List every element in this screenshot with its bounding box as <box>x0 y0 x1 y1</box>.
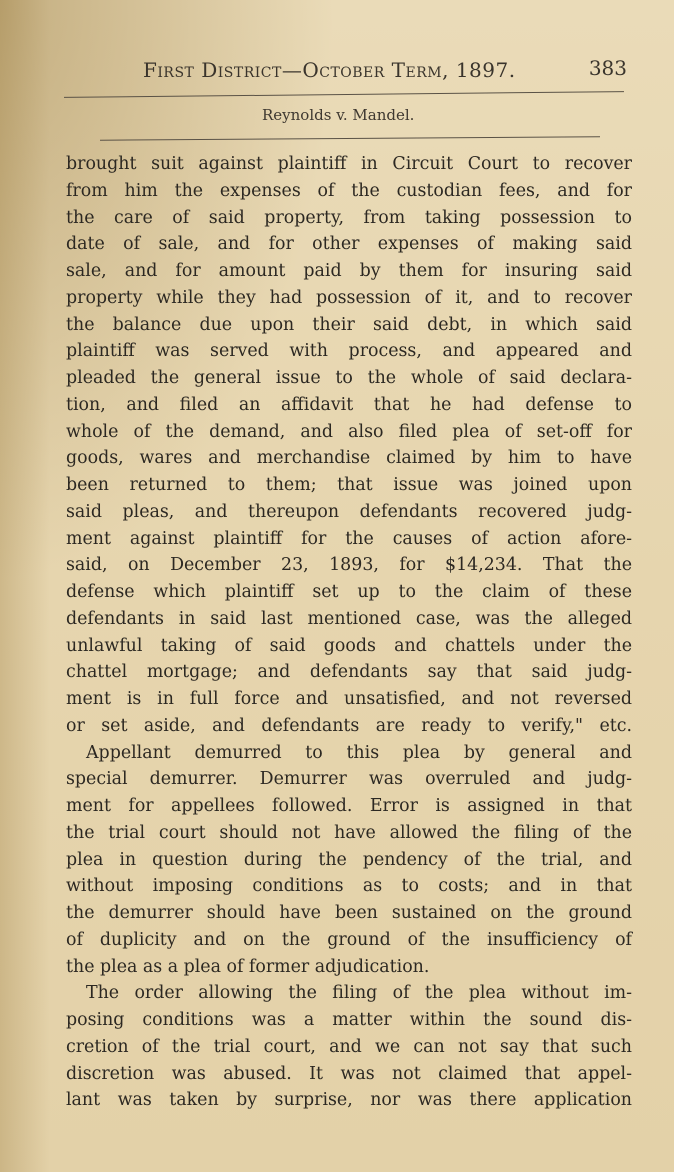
running-head <box>143 56 633 86</box>
text-line: said, on December 23, 1893, for $14,234. That the <box>66 555 632 576</box>
text-line: posing conditions was a matter within the sound dis- <box>66 1010 632 1030</box>
text-line: been returned to them; that issue was joined upon <box>66 475 632 495</box>
text-line: lant was taken by surprise, nor was there application <box>66 1090 632 1111</box>
text-line: property while they had possession of it, and to recover <box>66 287 632 308</box>
text-line: defendants in said last mentioned case, was the alleged <box>66 608 632 629</box>
text-line: from him the expenses of the custodian fees, and for <box>66 180 632 201</box>
header-rule <box>64 91 624 98</box>
text-line: of duplicity and on the ground of the insufficiency of <box>66 929 632 950</box>
text-line: unlawful taking of said goods and chattels under the <box>66 635 632 656</box>
text-line: the balance due upon their said debt, in which said <box>66 314 632 335</box>
case-title-rule <box>100 136 600 140</box>
text-line: ment against plaintiff for the causes of action afore- <box>66 528 632 549</box>
text-line: defense which plaintiff set up to the claim of these <box>66 582 632 602</box>
text-line: plea in question during the pendency of the trial, and <box>66 849 632 870</box>
text-line: whole of the demand, and also filed plea of set-off for <box>66 421 632 442</box>
text-line: The order allowing the filing of the plea without im- <box>86 983 632 1004</box>
text-line: date of sale, and for other expenses of making said <box>66 234 632 255</box>
running-title: First District—October Term, 1897. <box>143 58 516 82</box>
text-line: the trial court should not have allowed the filing of the <box>66 822 632 843</box>
case-title: Reynolds v. Mandel. <box>262 106 415 124</box>
body-text <box>66 151 632 1114</box>
text-line: goods, wares and merchandise claimed by him to have <box>66 448 632 469</box>
text-line: plaintiff was served with process, and appeared and <box>66 341 632 362</box>
text-line: special demurrer. Demurrer was overruled and judg- <box>66 769 632 790</box>
text-line: Appellant demurred to this plea by general and <box>86 742 632 763</box>
text-line: discretion was abused. It was not claimed that appel- <box>66 1063 632 1084</box>
text-line: ment is in full force and unsatisfied, and not reversed <box>66 689 632 709</box>
text-line: brought suit against plaintiff in Circuit Court to recover <box>66 154 632 174</box>
text-line: cretion of the trial court, and we can not say that such <box>66 1036 632 1057</box>
text-line: sale, and for amount paid by them for insuring said <box>66 261 632 281</box>
page-number: 383 <box>588 56 627 80</box>
text-line: ment for appellees followed. Error is assigned in that <box>66 796 632 816</box>
text-line: chattel mortgage; and defendants say that said judg- <box>66 662 632 683</box>
text-line: without imposing conditions as to costs; and in that <box>66 876 632 897</box>
text-line: the demurrer should have been sustained on the ground <box>66 903 632 923</box>
text-line: tion, and filed an affidavit that he had defense to <box>66 394 632 415</box>
text-line: said pleas, and thereupon defendants recovered judg- <box>66 501 632 522</box>
text-line: or set aside, and defendants are ready to verify," etc. <box>66 715 632 736</box>
text-line: the plea as a plea of former adjudication. <box>66 956 430 977</box>
text-line: the care of said property, from taking possession to <box>66 207 632 228</box>
text-line: pleaded the general issue to the whole of said declara- <box>66 368 632 388</box>
